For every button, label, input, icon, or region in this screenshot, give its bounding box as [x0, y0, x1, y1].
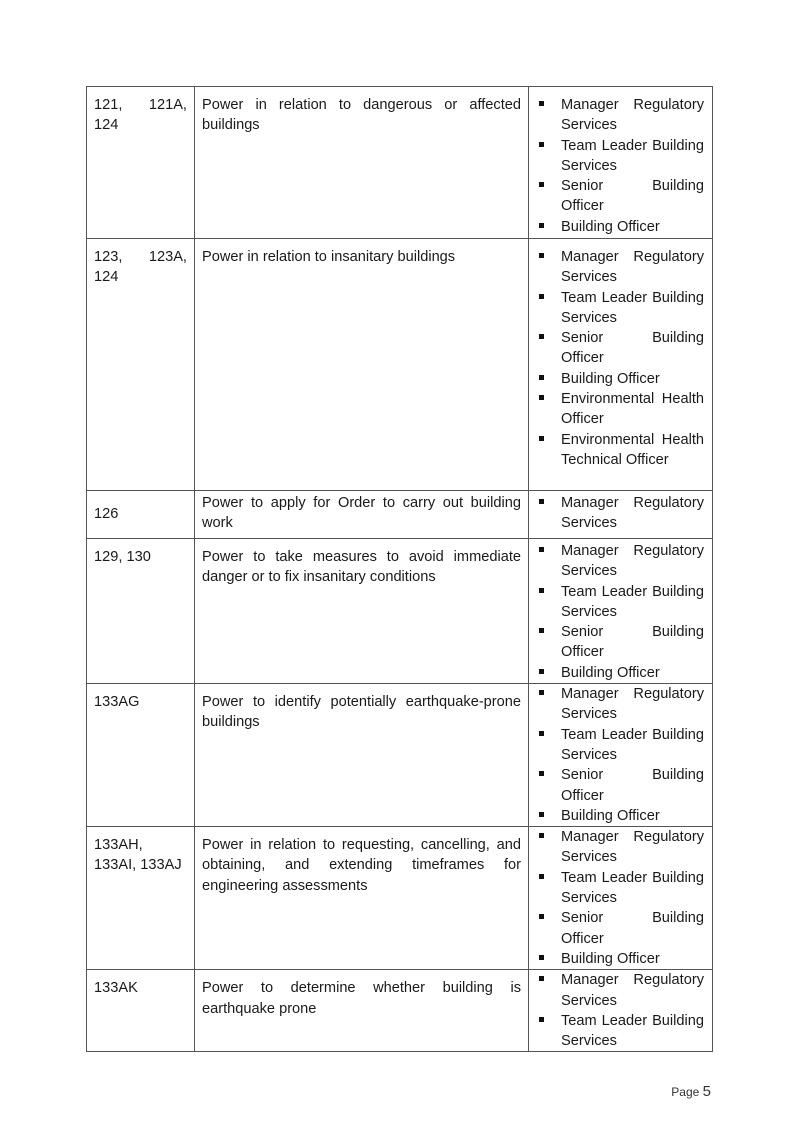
list-item: Manager Regulatory Services: [537, 970, 704, 1011]
table-row: [87, 491, 713, 539]
delegate-list: [537, 247, 704, 470]
list-item: Manager Regulatory Services: [537, 541, 704, 582]
delegate-list: [537, 970, 704, 1051]
list-item: Senior Building Officer: [537, 622, 704, 663]
page-number: 5: [702, 1083, 711, 1100]
list-item: Manager Regulatory Services: [537, 493, 704, 534]
page-footer: [671, 1083, 711, 1100]
section-cell: [87, 87, 195, 239]
list-item: Building Officer: [537, 217, 704, 237]
section-cell: 129, 130: [87, 539, 195, 684]
section-reference: 123, 123A,: [94, 249, 187, 265]
delegates-cell: [529, 539, 713, 684]
delegates-cell: [529, 684, 713, 827]
power-cell: Power to determine whether building is earthquake prone: [195, 970, 529, 1052]
list-item: Manager Regulatory Services: [537, 95, 704, 136]
section-cell: 126: [87, 491, 195, 539]
list-item: Manager Regulatory Services: [537, 827, 704, 868]
section-reference: 124: [94, 117, 119, 134]
table-row: [87, 239, 713, 491]
list-item: Team Leader Building Services: [537, 582, 704, 623]
list-item: Senior Building Officer: [537, 908, 704, 949]
list-item: Building Officer: [537, 949, 704, 969]
power-cell: Power to identify potentially earthquake-prone buildings: [195, 684, 529, 827]
list-item: Team Leader Building Services: [537, 868, 704, 909]
delegates-cell: [529, 827, 713, 970]
list-item: Senior Building Officer: [537, 176, 704, 217]
power-cell: Power to take measures to avoid immediate danger or to fix insanitary conditions: [195, 539, 529, 684]
delegate-list: [537, 827, 704, 969]
list-item: Building Officer: [537, 806, 704, 826]
delegate-list: [537, 541, 704, 683]
power-cell: Power in relation to requesting, cancelling, and obtaining, and extending timeframes for engineering assessments: [195, 827, 529, 970]
section-cell: 133AG: [87, 684, 195, 827]
delegate-list: [537, 493, 704, 534]
list-item: Building Officer: [537, 663, 704, 683]
list-item: Team Leader Building Services: [537, 136, 704, 177]
list-item: Building Officer: [537, 369, 704, 389]
table-row: [87, 87, 713, 239]
section-reference: 133AH,: [94, 837, 143, 854]
delegations-table: [86, 86, 713, 1052]
section-cell: 133AK: [87, 970, 195, 1052]
table-row: [87, 539, 713, 684]
power-cell: Power in relation to insanitary buildings: [195, 239, 529, 491]
delegates-cell: [529, 970, 713, 1052]
page-label: Page: [671, 1085, 700, 1099]
list-item: Environmental Health Technical Officer: [537, 430, 704, 471]
list-item: Team Leader Building Services: [537, 288, 704, 329]
delegate-list: [537, 95, 704, 237]
section-cell: [87, 827, 195, 970]
list-item: Team Leader Building Services: [537, 1011, 704, 1052]
delegates-cell: [529, 491, 713, 539]
list-item: Senior Building Officer: [537, 765, 704, 806]
power-cell: Power to apply for Order to carry out building work: [195, 491, 529, 539]
delegate-list: [537, 684, 704, 826]
list-item: Environmental Health Officer: [537, 389, 704, 430]
delegates-cell: [529, 239, 713, 491]
list-item: Manager Regulatory Services: [537, 684, 704, 725]
delegates-cell: [529, 87, 713, 239]
list-item: Manager Regulatory Services: [537, 247, 704, 288]
table-row: [87, 684, 713, 827]
section-cell: [87, 239, 195, 491]
section-reference: 121, 121A,: [94, 97, 187, 113]
list-item: Senior Building Officer: [537, 328, 704, 369]
list-item: Team Leader Building Services: [537, 725, 704, 766]
section-reference: 133AI, 133AJ: [94, 857, 182, 874]
table-row: [87, 970, 713, 1052]
table-row: [87, 827, 713, 970]
power-cell: Power in relation to dangerous or affected buildings: [195, 87, 529, 239]
section-reference: 124: [94, 269, 119, 286]
